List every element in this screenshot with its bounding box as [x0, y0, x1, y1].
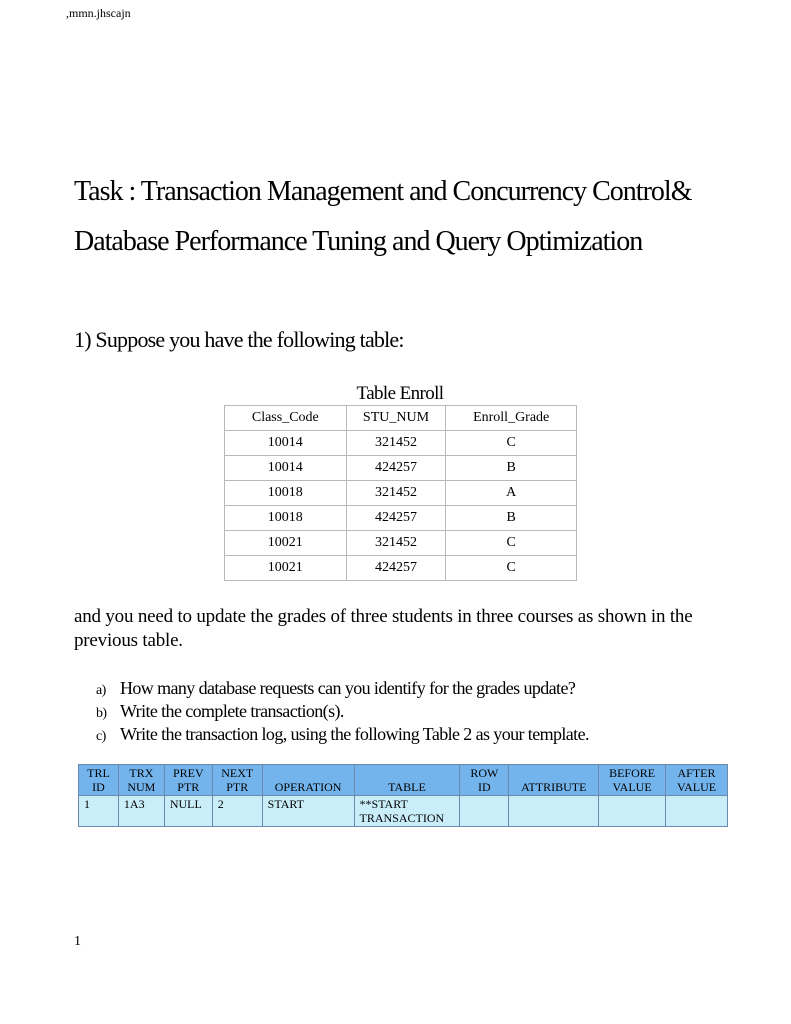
header-line: ROW: [470, 766, 499, 780]
enroll-header-cell: STU_NUM: [346, 406, 446, 431]
enroll-table: [224, 405, 577, 581]
log-header-cell: [509, 765, 599, 796]
header-line: PREV: [172, 766, 204, 780]
next-ptr-cell: 2: [212, 796, 262, 827]
enroll-header-cell: Enroll_Grade: [446, 406, 577, 431]
table-cell: 10021: [225, 556, 347, 581]
list-marker: c): [96, 729, 106, 744]
log-header-cell: [599, 765, 666, 796]
table-cell: A: [446, 481, 577, 506]
page-number: 1: [74, 934, 81, 949]
title-line-2: Database Performance Tuning and Query Optimization: [74, 226, 643, 257]
list-item: [96, 677, 589, 700]
table-row: [225, 456, 577, 481]
log-header-cell: [666, 765, 728, 796]
enroll-header-cell: Class_Code: [225, 406, 347, 431]
header-line: ID: [92, 780, 105, 794]
header-line: BEFORE: [609, 766, 656, 780]
paragraph: and you need to update the grades of three students in three courses as shown in the previous table.: [74, 606, 693, 651]
header-line: TRL: [87, 766, 110, 780]
list-marker: a): [96, 683, 106, 698]
header-line: OPERATION: [274, 780, 342, 794]
table-cell: 10014: [225, 456, 347, 481]
table-row: [225, 481, 577, 506]
table-name-line: TRANSACTION: [359, 811, 445, 825]
row-id-cell: [460, 796, 509, 827]
header-line: AFTER: [677, 766, 716, 780]
log-header-cell: [460, 765, 509, 796]
header-line: ATTRIBUTE: [521, 780, 587, 794]
operation-cell: START: [262, 796, 354, 827]
list-item-text: Write the complete transaction(s).: [120, 701, 344, 721]
title-line-1: Task : Transaction Management and Concurrency Control&: [74, 176, 692, 207]
table-cell: 321452: [346, 531, 446, 556]
log-header-cell: [118, 765, 164, 796]
header-note: ,mmn.jhscajn: [66, 6, 131, 20]
sub-question-list: [96, 677, 589, 746]
list-item: [96, 723, 589, 746]
question-1: 1) Suppose you have the following table:: [74, 327, 404, 352]
table-cell: 321452: [346, 481, 446, 506]
header-line: NEXT: [221, 766, 254, 780]
table-cell: C: [446, 556, 577, 581]
table-row: [225, 431, 577, 456]
table-cell: B: [446, 456, 577, 481]
enroll-header-row: [225, 406, 577, 431]
list-item-text: How many database requests can you identify for the grades update?: [120, 678, 576, 698]
table-cell: 10014: [225, 431, 347, 456]
log-header-row: [79, 765, 728, 796]
table-name-line: **START: [359, 797, 408, 811]
log-header-cell: [212, 765, 262, 796]
table-cell: 10018: [225, 506, 347, 531]
table-cell: 424257: [346, 506, 446, 531]
table-row: [225, 506, 577, 531]
header-line: NUM: [127, 780, 156, 794]
list-marker: b): [96, 706, 107, 721]
header-line: PTR: [226, 780, 249, 794]
before-value-cell: [599, 796, 666, 827]
attribute-cell: [509, 796, 599, 827]
header-line: PTR: [177, 780, 200, 794]
trx-num-cell: 1A3: [118, 796, 164, 827]
prev-ptr-cell: NULL: [164, 796, 212, 827]
header-line: TRX: [129, 766, 154, 780]
table-row: [225, 531, 577, 556]
table-name-cell: [354, 796, 460, 827]
log-header-cell: [164, 765, 212, 796]
enroll-table-caption: Table Enroll: [356, 383, 444, 404]
header-line: ID: [478, 780, 491, 794]
table-cell: 10018: [225, 481, 347, 506]
table-cell: C: [446, 431, 577, 456]
list-item: [96, 700, 589, 723]
trl-id-cell: 1: [79, 796, 119, 827]
table-cell: 321452: [346, 431, 446, 456]
log-header-cell: [354, 765, 460, 796]
list-item-text: Write the transaction log, using the following Table 2 as your template.: [120, 724, 589, 744]
table-cell: 424257: [346, 556, 446, 581]
table-cell: B: [446, 506, 577, 531]
header-line: TABLE: [388, 780, 426, 794]
log-header-cell: [262, 765, 354, 796]
header-line: VALUE: [676, 780, 717, 794]
after-value-cell: [666, 796, 728, 827]
table-row: [79, 796, 728, 827]
table-cell: 424257: [346, 456, 446, 481]
table-cell: 10021: [225, 531, 347, 556]
transaction-log-table: [78, 764, 728, 827]
table-cell: C: [446, 531, 577, 556]
header-line: VALUE: [612, 780, 652, 794]
log-header-cell: [79, 765, 119, 796]
table-row: [225, 556, 577, 581]
